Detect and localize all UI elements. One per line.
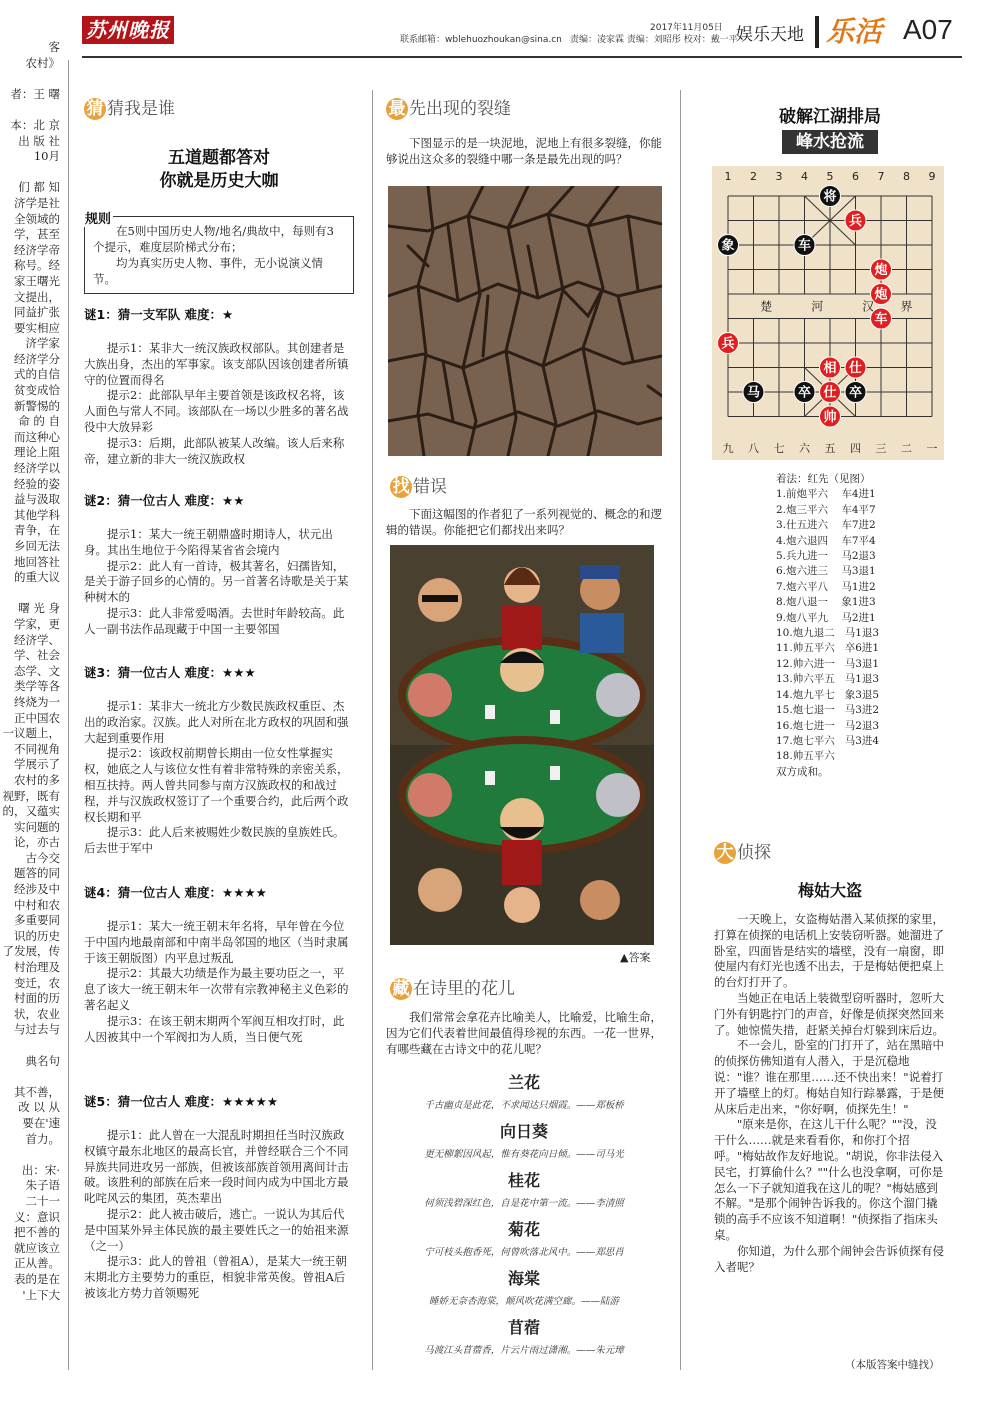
header-divider: [815, 16, 819, 48]
riddle-hint: 提示1：某大一统王朝末年名将，早年曾在今位于中国内地最南部和中南半岛邻国的地区（当时隶属于该王朝版图）内平息过叛乱: [84, 919, 349, 965]
move-line: 16.炮七进一 马2退3: [776, 719, 880, 732]
riddle: [84, 305, 354, 467]
move-line: 5.兵九进一 马2退3: [776, 550, 876, 563]
strip-line: 客: [48, 40, 60, 54]
strip-line: 新警惕的: [14, 398, 60, 413]
section-badge: 大: [714, 842, 736, 864]
flower-name: 菊花: [507, 1220, 540, 1239]
flower-poem: 马渡江头苜蓿香，片云片雨过潇湘。——朱元璋: [424, 1345, 624, 1356]
flower-name: 海棠: [507, 1269, 540, 1288]
strip-line: 一议题上，: [2, 726, 60, 741]
strip-line: '上下大: [22, 1287, 60, 1302]
piece-label: 炮: [874, 263, 888, 278]
move-line: 17.炮七平六 马3进4: [776, 734, 880, 747]
strip-line: 把不善的: [14, 1225, 60, 1240]
riddle-hint: 提示3：在该王朝末期两个军阀互相攻打时，此人因被其中一个军阀扣为人质，当日便气死: [84, 1013, 345, 1044]
strip-line: 命 的 自: [18, 414, 60, 429]
file-number-top: 2: [750, 170, 757, 183]
chess-piece: [845, 382, 866, 403]
riddle-hint: 提示2：此人有一首诗，极其著名，妇孺皆知，是关于游子回乡的心情的。另一首著名诗歌是关于某种树木的: [84, 558, 349, 605]
piece-label: 马: [746, 385, 761, 401]
contact-email: 联系邮箱：wblehuozhoukan@sina.cn: [400, 35, 562, 45]
strip-line: 朱子语: [25, 1178, 60, 1193]
detective-section-header: [714, 838, 771, 864]
section-badge: 找: [390, 476, 412, 498]
detective-story: [714, 912, 944, 1275]
rules-tag: 规则: [83, 208, 113, 227]
piece-label: 车: [874, 312, 888, 327]
rules-box: [84, 216, 354, 294]
strip-line: 多重要同: [14, 913, 60, 928]
riddle-hint: 提示2：该政权前期曾长期由一位女性掌握实权，她底之人与该位女性有着非常特殊的亲密关系，相互扶持。两人曾共同参与南方汉族政权的和战过程，并与汉族政权签订了一个重要合约，此后两个政权长期和平: [84, 746, 349, 824]
strip-line: [0, 71, 60, 87]
riddle: [84, 663, 354, 857]
riddle-hint: 提示3：此人后来被赐姓少数民族的皇族姓氏。后去世于军中: [84, 825, 345, 856]
flower-poem: 更无柳絮因风起，惟有葵花向日倾。——司马光: [424, 1149, 624, 1160]
strip-line: [0, 586, 60, 602]
cracks-intro: 下图显示的是一块泥地，泥地上有很多裂缝，你能够说出这众多的裂缝中哪一条是最先出现的吗？: [386, 136, 662, 166]
riddle-hints: [84, 1128, 354, 1302]
file-number-top: 5: [826, 170, 834, 183]
strip-line: 二十一: [25, 1193, 60, 1208]
strip-line: 学、社会: [14, 648, 60, 663]
riddle-hint: 提示1：某非大一统汉族政权部队。其创建者是大族出身，杰出的军事家。该支部队因该创建者所镇守的位置而得名: [84, 341, 349, 387]
strip-line: 不同视角: [14, 741, 60, 756]
strip-line: 终烧为一: [14, 694, 60, 709]
strip-line: 农村的多: [14, 772, 60, 787]
move-line: 14.炮九平七 象3退5: [776, 688, 880, 701]
strip-line: 要在'速: [22, 1115, 60, 1130]
piece-label: 象: [721, 238, 735, 254]
strip-line: 青争，在: [14, 523, 60, 538]
strip-line: 经验的姿: [14, 476, 60, 491]
chess-piece: [794, 235, 815, 256]
strip-line: 实问题的: [14, 819, 60, 834]
strip-line: [0, 1147, 60, 1163]
strip-line: 济学是社: [14, 195, 60, 210]
issue-date: 2017年11月05日: [650, 23, 723, 33]
strip-line: 与过去与: [14, 1022, 60, 1037]
strip-line: 10月: [33, 149, 60, 164]
file-number-top: 9: [928, 170, 936, 183]
river-text: 河: [811, 299, 824, 314]
strip-line: 论，亦古: [14, 835, 60, 850]
strip-line: 学，甚至: [14, 227, 60, 242]
strip-line: 村面的历: [14, 991, 60, 1006]
riddle-hints: [84, 527, 354, 638]
strip-line: 的，又蕴实: [2, 804, 60, 819]
piece-label: 卒: [797, 385, 812, 401]
flower-name: 桂花: [507, 1171, 540, 1190]
piece-label: 相: [823, 361, 837, 376]
river-text: 汉: [862, 299, 875, 314]
strip-line: [0, 102, 60, 118]
move-line: 9.炮八平九 马2进1: [776, 611, 876, 624]
chess-piece: [718, 235, 739, 256]
riddle-heading: 谜3：猜一位古人 难度：★★★: [84, 665, 256, 680]
riddle-hint: 提示2：此部队早年主要首领是该政权名将，该人面色与常人不同。该部队在一场以少胜多的著名战役中大放异彩: [84, 388, 349, 434]
chess-piece: [820, 382, 841, 403]
section-title: 侦探: [737, 843, 771, 863]
file-number-bottom: 七: [773, 442, 785, 455]
answer-label: ▲答案: [620, 951, 651, 964]
rule-line: 均为真实历史人物、事件，无小说演义情节。: [93, 256, 323, 286]
strip-line: 式的自信: [14, 367, 60, 382]
strip-line: [0, 165, 60, 181]
file-number-bottom: 二: [901, 442, 912, 455]
strip-line: 了发展，传: [2, 944, 60, 959]
piece-label: 炮: [874, 287, 888, 303]
riddle: [84, 1092, 354, 1302]
riddle-hint: 提示2：此人被击破后，逃亡。一说认为其后代是中国某外异主体民族的最主要姓氏之一的始祖来源（之一）: [84, 1206, 349, 1253]
strip-line: 称号。经: [14, 258, 60, 273]
file-number-top: 3: [775, 170, 783, 183]
story-paragraph: 一天晚上，女盗梅姑潜入某侦探的家里，打算在侦探的电话机上安装窃听器。她溜进了卧室，四面皆是结实的墙壁，没有一扇窗，即使屋内有灯光也透不出去，于是梅姑便把桌上的台灯打开了。: [714, 912, 944, 990]
move-line: 7.炮六平八 马1进2: [776, 580, 876, 593]
riddle-hint: 提示1：此人曾在一大混乱时期担任当时汉族政权镇守最东北地区的最高长官，并曾经联合三个不同异族共同进攻另一部族，但被该部族首领用离间计击破。该胜利的部族在后来一段时间内成为中国北方最叱咤风云的集团，英杰辈出: [84, 1128, 349, 1206]
strip-line: 学家，更: [14, 616, 60, 631]
move-line: 11.帅五平六 卒6进1: [776, 642, 880, 655]
strip-line: 古今交: [25, 850, 60, 865]
riddle-heading: 谜2：猜一位古人 难度：★★: [84, 493, 245, 508]
flower-name: 兰花: [507, 1073, 540, 1092]
move-line: 15.炮七退一 马3进2: [776, 704, 880, 717]
river-text: 楚: [760, 299, 773, 314]
move-line: 18.帅五平六: [776, 750, 835, 763]
strip-line: 们 都 知: [18, 180, 60, 195]
detective-title: 梅姑大盗: [797, 881, 862, 900]
riddle-heading: 谜5：猜一位古人 难度：★★★★★: [84, 1094, 279, 1109]
move-line: 4.炮六退四 车7平4: [776, 534, 876, 547]
riddle-heading: 谜4：猜一位古人 难度：★★★★: [84, 885, 267, 900]
staff-credits: 责编：凌家霖 责编：刘昭彤 校对：戴一平: [570, 35, 738, 45]
strip-line: 地回答社: [14, 554, 60, 569]
file-number-top: 1: [724, 170, 732, 183]
strip-line: 经济学分: [14, 351, 60, 366]
strip-line: 正中国农: [14, 710, 60, 725]
strip-line: 典名句: [25, 1053, 60, 1068]
riddle-hint: 提示3：此人非常爱喝酒。去世时年龄较高。此人一副书法作品现藏于中国一主要邻国: [84, 605, 345, 636]
strip-line: 经济学以: [14, 461, 60, 476]
move-line: 6.炮六进三 马3退1: [776, 565, 876, 578]
strip-line: 本：北 京: [10, 117, 60, 132]
mistakes-section-header: [390, 472, 447, 498]
move-line: 2.炮三平六 车4平7: [776, 503, 876, 516]
page-number: A07: [903, 14, 953, 45]
strip-line: 贫变成恰: [14, 383, 60, 398]
move-line: 3.仕五进六 车7进2: [776, 519, 876, 532]
guess-section-header: [84, 94, 175, 120]
flower-item: [386, 1070, 662, 1119]
flowers-intro: 我们常常会拿花卉比喻美人，比喻爱，比喻生命，因为它们代表着世间最值得珍视的东西。一花一世界，有哪些藏在古诗文中的花儿呢？: [386, 1010, 662, 1056]
header-rule: [82, 56, 962, 58]
file-number-bottom: 六: [799, 442, 810, 455]
strip-line: [0, 1038, 60, 1054]
riddle-hints: [84, 699, 354, 857]
riddle: [84, 491, 354, 638]
chess-piece: [871, 284, 892, 305]
story-paragraph: 当她正在电话上装微型窃听器时，忽听大门外有钥匙拧门的声音，好像是侦探突然回来了。她惊慌失措，赶紧关掉台灯躲到床后边。: [714, 990, 944, 1037]
file-number-bottom: 四: [850, 442, 861, 455]
strip-line: 家王曙光: [14, 273, 60, 288]
file-number-top: 4: [801, 170, 808, 183]
mistakes-intro: 下面这幅图的作者犯了一系列视觉的、概念的和逻辑的错误。你能把它们都找出来吗？: [386, 507, 662, 537]
file-number-bottom: 三: [875, 442, 887, 455]
flower-name: 苜蓿: [507, 1318, 540, 1337]
chess-piece: [820, 357, 841, 378]
piece-label: 兵: [721, 336, 735, 352]
strip-line: 态学、文: [14, 663, 60, 678]
section-name: 娱乐天地: [736, 25, 804, 45]
strip-line: 曙 光 身: [18, 601, 60, 616]
move-line: 12.帅六进一 马3退1: [776, 657, 880, 670]
story-paragraph: 你知道，为什么那个闹钟会告诉侦探有侵入者呢？: [714, 1243, 944, 1274]
flowers-section-header: [390, 974, 515, 1000]
chess-piece: [820, 406, 841, 427]
chess-title: 破解江湖排局: [779, 107, 881, 127]
piece-label: 将: [823, 189, 837, 205]
riddle-hints: [84, 919, 354, 1045]
section-title: 错误: [413, 477, 447, 497]
chess-piece: [794, 382, 815, 403]
strip-line: 经济学帝: [14, 242, 60, 257]
answer-footer: （本版答案中缝找）: [845, 1359, 940, 1371]
river-text: 界: [900, 299, 913, 314]
chess-piece: [845, 357, 866, 378]
chess-piece: [845, 210, 866, 231]
strip-line: 全领域的: [14, 211, 60, 226]
moves-title: 着法：红先（见图）: [776, 473, 871, 485]
cracks-section-header: [386, 94, 511, 120]
strip-line: 要实相应: [14, 320, 60, 335]
strip-line: 状，农业: [14, 1006, 60, 1021]
chess-piece: [820, 186, 841, 207]
strip-line: 益与汲取: [14, 492, 60, 507]
flower-name: 向日葵: [499, 1122, 548, 1141]
riddle-hint: 提示1：某非大一统北方少数民族政权重臣、杰出的政治家。汉族。此人对所在北方政权的巩固和强大起到重要作用: [84, 699, 349, 745]
flower-item: [386, 1119, 662, 1168]
guess-title-line2: 你就是历史大咖: [159, 171, 279, 191]
chess-piece: [743, 382, 764, 403]
strip-line: [0, 1069, 60, 1085]
strip-line: 的重大议: [14, 570, 60, 585]
strip-line: 而这种心: [14, 429, 60, 444]
flower-item: [386, 1266, 662, 1315]
strip-line: 变迁，农: [14, 975, 60, 990]
strip-line: 就应该立: [14, 1240, 60, 1255]
piece-label: 仕: [848, 361, 863, 376]
piece-label: 车: [797, 238, 812, 254]
strip-line: 识的历史: [14, 928, 60, 943]
strip-line: 出 版 社: [18, 133, 60, 148]
piece-label: 兵: [848, 214, 863, 229]
chess-subtitle: 峰水抢流: [782, 130, 878, 154]
riddle-hint: 提示1：某大一统王朝鼎盛时期诗人，状元出身。其出生地位于今陷得某省省会境内: [84, 527, 333, 557]
file-number-bottom: 八: [748, 442, 759, 455]
move-line: 13.帅六平五 马1退3: [776, 673, 880, 686]
section-badge: 藏: [390, 978, 412, 1000]
move-list: [776, 487, 879, 764]
strip-line: 同益扩张: [14, 305, 60, 320]
column-rule: [372, 90, 373, 1370]
strip-line: 中村和农: [14, 897, 60, 912]
riddle: [84, 883, 354, 1045]
story-paragraph: "原来是你，在这儿干什么呢？""没，没干什么……就是来看看你，和你打个招呼。"梅姑故作友好地说。"胡说，你非法侵入民宅，打算偷什么？""什么也没拿啊，可你是怎么一下子就知道我在这儿的呢？"梅姑感到不解。"是那个闹钟告诉我的。你这个溜门撬锁的高手不应该不知道啊！"侦探指了指床头桌。: [714, 1117, 944, 1242]
move-line: 8.炮八退一 象1进3: [776, 596, 876, 609]
strip-line: 文提出，: [14, 289, 60, 304]
strip-line: 村治理及: [14, 960, 60, 975]
strip-line: 题答的同: [14, 866, 60, 881]
previous-article-strip: [0, 40, 60, 1370]
strip-line: 经涉及中: [14, 882, 60, 897]
piece-label: 帅: [823, 410, 837, 425]
chess-piece: [871, 259, 892, 280]
section-badge: 最: [386, 98, 408, 120]
piece-label: 卒: [848, 385, 863, 401]
strip-line: 济学家: [25, 336, 60, 351]
file-number-top: 7: [877, 170, 885, 183]
guess-title-line1: 五道题都答对: [168, 148, 270, 168]
strip-line: 农村》: [25, 55, 60, 70]
riddle-hint: 提示3：后期，此部队被某人改编。该人后来称帝，建立新的非大一统汉族政权: [84, 435, 345, 466]
strip-line: 其他学科: [14, 507, 60, 522]
flower-poem: 宁可枝头抱香死，何曾吹落北风中。——郑思肖: [424, 1247, 624, 1258]
strip-line: 视野，既有: [2, 788, 60, 803]
flower-poem: 睡娇无奈杏海棠，颠风吹花满空廊。——陆游: [428, 1296, 619, 1307]
strip-line: 改 以 从: [18, 1100, 60, 1115]
file-number-bottom: 一: [926, 442, 938, 455]
chess-board: [712, 166, 944, 460]
moves-result: 双方成和。: [776, 765, 829, 778]
poker-illustration: [390, 545, 654, 945]
riddle-hints: [84, 341, 354, 467]
strip-line: 表的是在: [14, 1271, 60, 1286]
file-number-bottom: 五: [824, 442, 836, 455]
strip-line: 其不善，: [14, 1084, 60, 1099]
file-number-top: 8: [903, 170, 910, 183]
riddle-hint: 提示3：此人的曾祖（曾祖A），是某大一统王朝末期北方主要势力的重臣，相貌非常英俊。曾祖A后被该北方势力首领赐死: [84, 1254, 347, 1300]
strip-line: 乡回无法: [14, 539, 60, 553]
file-number-bottom: 九: [722, 442, 734, 455]
strip-line: 者：王 曙: [10, 86, 60, 101]
masthead-logo: 苏州晚报: [82, 16, 174, 44]
brand-logo: 乐活: [826, 15, 883, 48]
riddle-hint: 提示2：其最大功绩是作为最主要功臣之一，平息了该大一统王朝末年一次带有宗教神秘主义色彩的著名起义: [84, 966, 349, 1012]
chess-piece: [871, 308, 892, 329]
file-number-top: 6: [852, 170, 859, 183]
move-line: 1.前炮平六 车4进1: [776, 488, 876, 501]
strip-line: 义：意识: [14, 1209, 60, 1224]
strip-line: 经济学、: [14, 632, 60, 647]
strip-line: 学展示了: [14, 757, 60, 772]
move-line: 10.炮九退二 马1退3: [776, 627, 880, 640]
section-badge: 猜: [84, 98, 106, 120]
section-title: 猜我是谁: [107, 99, 175, 119]
section-title: 先出现的裂缝: [409, 99, 511, 119]
chess-piece: [718, 333, 739, 354]
rule-line: 在5则中国历史人物/地名/典故中，每则有3个提示，难度层阶梯式分布；: [93, 224, 334, 254]
section-title: 在诗里的花儿: [413, 979, 515, 999]
story-paragraph: 不一会儿，卧室的门打开了，站在黑暗中的侦探仿佛知道有人潜入，于是沉稳地说："谁？谁在那里……还不快出来！"说着打开了墙壁上的灯。梅姑自知行踪暴露，于是便从床后走出来，"你好啊，侦探先生！": [714, 1038, 944, 1116]
riddle-heading: 谜1：猜一支军队 难度：★: [84, 307, 234, 322]
flower-item: [386, 1217, 662, 1266]
strip-line: 类学等各: [14, 679, 60, 694]
flower-list: [386, 1070, 662, 1364]
cracked-mud-image: [388, 186, 662, 456]
strip-line: 出：宋·: [21, 1162, 60, 1177]
flower-item: [386, 1315, 662, 1364]
strip-line: 首力。: [25, 1131, 60, 1146]
chess-moves: [776, 472, 879, 780]
column-rule: [68, 60, 69, 1370]
strip-line: 正从善。: [14, 1256, 60, 1271]
flower-poem: 何须浅碧深红色，自是花中第一流。——李清照: [424, 1198, 624, 1209]
piece-label: 仕: [823, 385, 837, 401]
column-rule: [680, 90, 681, 1370]
flower-item: [386, 1168, 662, 1217]
flower-poem: 千古幽贞是此花，不求闻达只烟霞。——郑板桥: [424, 1100, 624, 1111]
strip-line: 理论上阻: [14, 445, 60, 460]
